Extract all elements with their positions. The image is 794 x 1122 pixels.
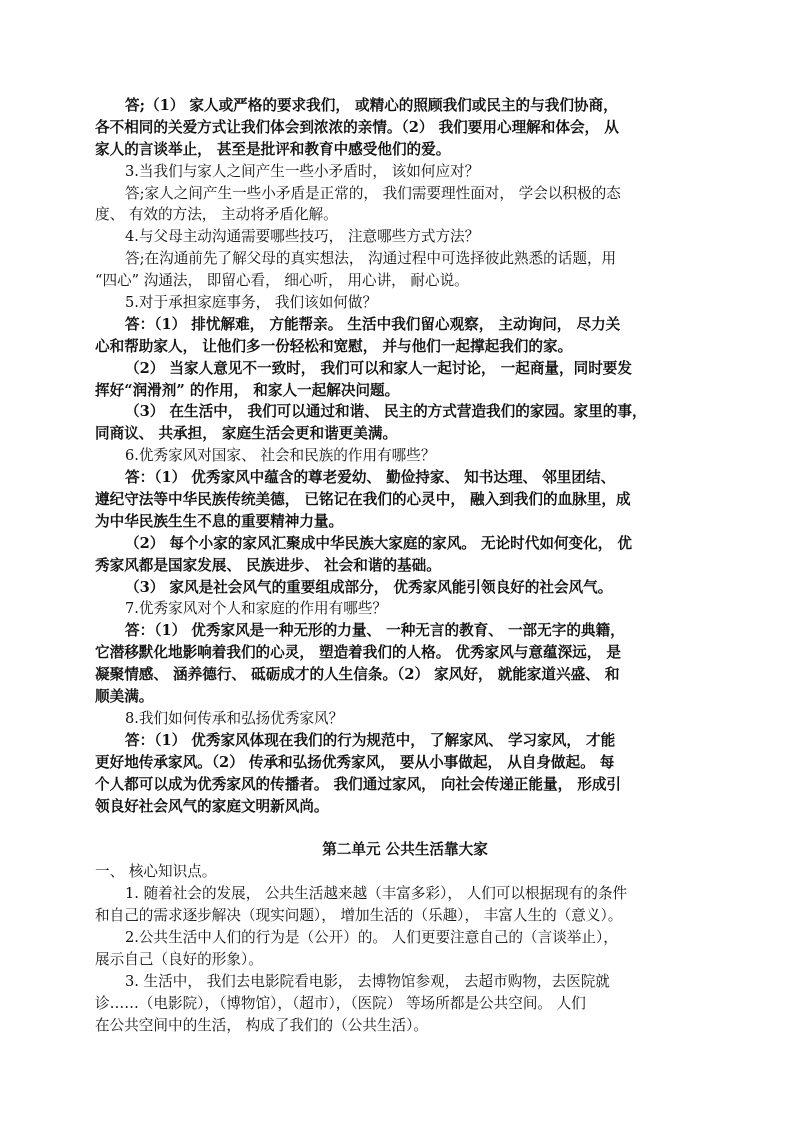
- text-line: 4.与父母主动沟通需要哪些技巧， 注意哪些方式方法？: [125, 228, 480, 246]
- text-line: 答;家人之间产生一些小矛盾是正常的， 我们需要理性面对， 学会以积极的态: [125, 184, 621, 202]
- text-line: 6.优秀家风对国家、 社会和民族的作用有哪些？: [125, 447, 436, 465]
- text-line: 为中华民族生生不息的重要精神力量。: [95, 512, 344, 530]
- section-gap: [95, 817, 715, 839]
- text-line: 答：（1） 优秀家风中蕴含的尊老爱幼、 勤俭持家、 知书达理、 邻里团结、: [125, 469, 616, 487]
- text-line: 1. 随着社会的发展， 公共生活越来越（丰富多彩）， 人们可以根据现有的条件: [125, 885, 628, 903]
- text-line: 2.公共生活中人们的行为是（公开）的。 人们更要注意自己的（言谈举止），: [125, 928, 618, 946]
- text-line: 各不相同的关爱方式让我们体会到浓浓的亲情。（2） 我们要用心理解和体会， 从: [95, 118, 619, 136]
- text-line: 和自己的需求逐步解决（现实问题）， 增加生活的（乐趣）， 丰富人生的（意义）。: [95, 907, 623, 925]
- text-line: 诊……（电影院），（博物馆），（超市），（医院） 等场所都是公共空间。 人们: [95, 994, 586, 1012]
- text-line: 领良好社会风气的家庭文明新风尚。: [95, 797, 329, 815]
- text-line: 展示自己（良好的形象）。: [95, 950, 263, 968]
- text-line: 7.优秀家风对个人和家庭的作用有哪些？: [125, 600, 388, 618]
- text-line: 同商议、 共承担， 家庭生活会更和谐更美满。: [95, 425, 398, 443]
- text-line: 更好地传承家风。（2） 传承和弘扬优秀家风， 要从小事做起， 从自身做起。 每: [95, 753, 615, 771]
- text-line: 度、 有效的方法， 主动将矛盾化解。: [95, 206, 338, 224]
- unit2-section: [95, 861, 715, 1036]
- text-line: 答;在沟通前先了解父母的真实想法， 沟通过程中可选择彼此熟悉的话题，用: [125, 250, 617, 268]
- text-line: （2） 每个小家的家风汇聚成中华民族大家庭的家风。 无论时代如何变化， 优: [125, 534, 632, 552]
- text-line: 心和帮助家人， 让他们多一份轻松和宽慰， 并与他们一起撑起我们的家。: [95, 337, 573, 355]
- unit2-title: 第二单元 公共生活靠大家: [322, 841, 488, 859]
- text-line: （3） 家风是社会风气的重要组成部分， 优秀家风能引领良好的社会风气。: [125, 578, 613, 596]
- text-line: （3） 在生活中， 我们可以通过和谐、 民主的方式营造我们的家园。家里的事，: [125, 403, 647, 421]
- text-line: 个人都可以成为优秀家风的传播者。 我们通过家风， 向社会传递正能量， 形成引: [95, 775, 622, 793]
- text-line: 在公共空间中的生活， 构成了我们的（公共生活）。: [95, 1016, 428, 1034]
- text-line: 顺美满。: [95, 688, 154, 706]
- text-line: 答：（1） 排忧解难， 方能帮亲。 生活中我们留心观察， 主动询问， 尽力关: [125, 315, 621, 333]
- text-line: 答;（1） 家人或严格的要求我们， 或精心的照顾我们或民主的与我们协商，: [125, 97, 618, 114]
- text-line: 家人的言谈举止， 甚至是批评和教育中感受他们的爱。: [95, 140, 451, 158]
- text-line: 答：（1） 优秀家风是一种无形的力量、 一种无言的教育、 一部无字的典籍，: [125, 622, 625, 640]
- document-page: [95, 95, 715, 1036]
- text-line: 凝聚情感、 涵养德行、 砥砺成才的人生信条。（2） 家风好， 就能家道兴盛、 和: [95, 666, 620, 684]
- text-line: 3.当我们与家人之间产生一些小矛盾时， 该如何应对？: [125, 162, 480, 180]
- text-line: 3. 生活中， 我们去电影院看电影， 去博物馆参观， 去超市购物，去医院就: [125, 972, 610, 990]
- text-line: 它潜移默化地影响着我们的心灵， 塑造着我们的人格。 优秀家风与意蕴深远， 是: [95, 644, 622, 662]
- text-line: 秀家风都是国家发展、 民族进步、 社会和谐的基础。: [95, 556, 441, 574]
- unit1-section: [95, 95, 715, 817]
- text-line: 遵纪守法等中华民族传统美德， 已铭记在我们的心灵中， 融入到我们的血脉里，成: [95, 491, 631, 509]
- text-line: 一、 核心知识点。: [95, 863, 217, 881]
- text-line: 答：（1） 优秀家风体现在我们的行为规范中， 了解家风、 学习家风， 才能: [125, 731, 616, 749]
- text-line: （2） 当家人意见不一致时， 我们可以和家人一起讨论， 一起商量，同时要发: [125, 359, 632, 377]
- text-line: “四心” 沟通法， 即留心看， 细心听， 用心讲， 耐心说。: [95, 272, 469, 290]
- text-line: 挥好“润滑剂” 的作用， 和家人一起解决问题。: [95, 381, 400, 399]
- text-line: 8.我们如何传承和弘扬优秀家风？: [125, 709, 344, 727]
- text-line: 5.对于承担家庭事务， 我们该如何做？: [125, 294, 378, 312]
